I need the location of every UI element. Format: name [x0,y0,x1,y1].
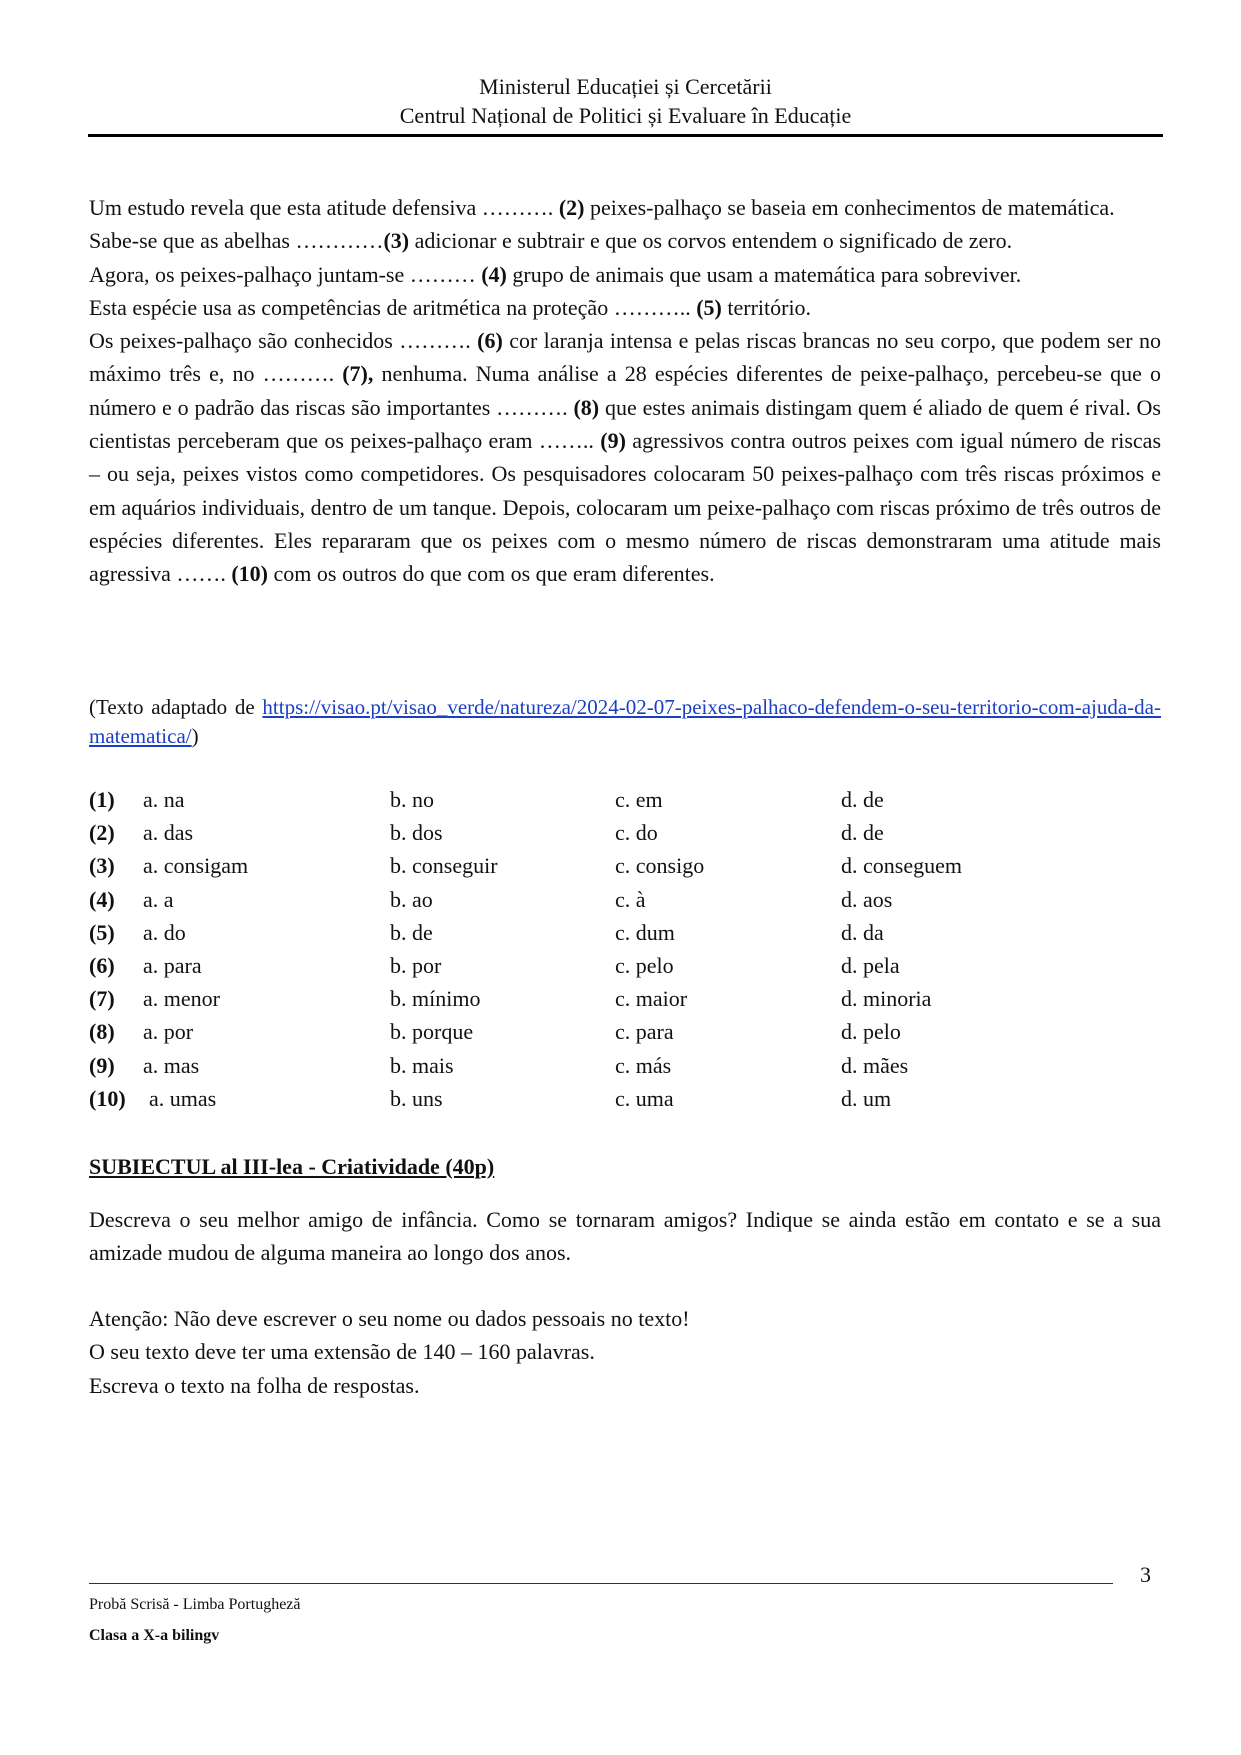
option-row: (6) a. para b. por c. pelo d. pela [89,952,900,978]
writing-prompt: Descreva o seu melhor amigo de infância. Como se tornaram amigos? Indique se ainda estão em contato e se a sua amizade mudou de alguma maneira ao longo dos anos. [89,1207,1161,1266]
source-link[interactable]: https://visao.pt/visao_verde/natureza/2024-02-07-peixes-palhaco-defendem-o-seu-territorio-com-ajuda-da-matematica/ [89,695,1161,748]
option-row: (2) a. das b. dos c. do d. de [89,820,884,846]
passage-paragraph: Os peixes-palhaço são conhecidos ………. (6) cor laranja intensa e pelas riscas brancas no seu corpo, que podem ser no máximo três e, no ………. (7), nenhuma. Numa análise a 28 espécies diferentes de peixe-palhaço, percebeu-se que o número e o padrão das riscas são importantes ………. (8) que estes animais distingam quem é aliado de quem é rival. Os cientistas perceberam que os peixes-palhaço eram …….. (9) agressivos contra outros peixes com igual número de riscas – ou seja, peixes vistos como competidores. Os pesquisadores colocaram 50 peixes-palhaço com três riscas próximos e em aquários individuais, dentro de um tanque. Depois, colocaram um peixe-palhaço com riscas próximo de três outros de espécies diferentes. Eles repararam que os peixes com o mesmo número de riscas demonstraram uma atitude mais agressiva ……. (10) com os outros do que com os que eram diferentes. [89,328,1162,587]
source-citation: (Texto adaptado de https://visao.pt/visao_verde/natureza/2024-02-07-peixes-palhaco-defendem-o-seu-territorio-com-ajuda-da-matematica/) [89,695,1161,748]
instruction-line: Escreva o texto na folha de respostas. [89,1372,420,1398]
footer-divider [89,1583,1113,1584]
section-title: SUBIECTUL al III-lea - Criatividade (40p) [89,1154,495,1179]
option-row: (8) a. por b. porque c. para d. pelo [89,1019,901,1045]
passage-paragraph: Sabe-se que as abelhas …………(3) adicionar e subtrair e que os corvos entendem o significado de zero. [89,228,1013,254]
instruction-line: Atenção: Não deve escrever o seu nome ou dados pessoais no texto! [89,1306,690,1331]
option-row: (10) a. umas b. uns c. uma d. um [89,1085,892,1111]
footer-class: Clasa a X-a bilingv [89,1627,220,1644]
option-row: (4) a. a b. ao c. à d. aos [89,886,893,912]
answer-options [89,787,1089,1119]
header-ministry: Ministerul Educației și Cercetării [479,74,772,99]
option-row: (1) a. na b. no c. em d. de [89,787,884,812]
footer-subject: Probă Scrisă - Limba Portugheză [89,1596,301,1613]
option-row: (5) a. do b. de c. dum d. da [89,919,884,945]
option-row: (3) a. consigam b. conseguir c. consigo d. conseguem [89,853,962,879]
header-divider [88,134,1163,137]
option-row: (7) a. menor b. mínimo c. maior d. minoria [89,986,932,1012]
page-header [88,72,1163,130]
passage-paragraph: Agora, os peixes-palhaço juntam-se ……… (4) grupo de animais que usam a matemática para sobreviver. [89,261,1022,287]
passage-paragraph: Esta espécie usa as competências de aritmética na proteção ……….. (5) território. [89,294,812,320]
option-row: (9) a. mas b. mais c. más d. mães [89,1052,909,1078]
header-center: Centrul Național de Politici și Evaluare în Educație [399,103,852,128]
instructions [89,1302,1161,1402]
passage-paragraph: Um estudo revela que esta atitude defensiva ………. (2) peixes-palhaço se baseia em conhecimentos de matemática. [89,195,1115,220]
reading-passage [89,191,1161,591]
instruction-line: O seu texto deve ter uma extensão de 140 – 160 palavras. [89,1339,595,1365]
page-number: 3 [1140,1562,1151,1587]
